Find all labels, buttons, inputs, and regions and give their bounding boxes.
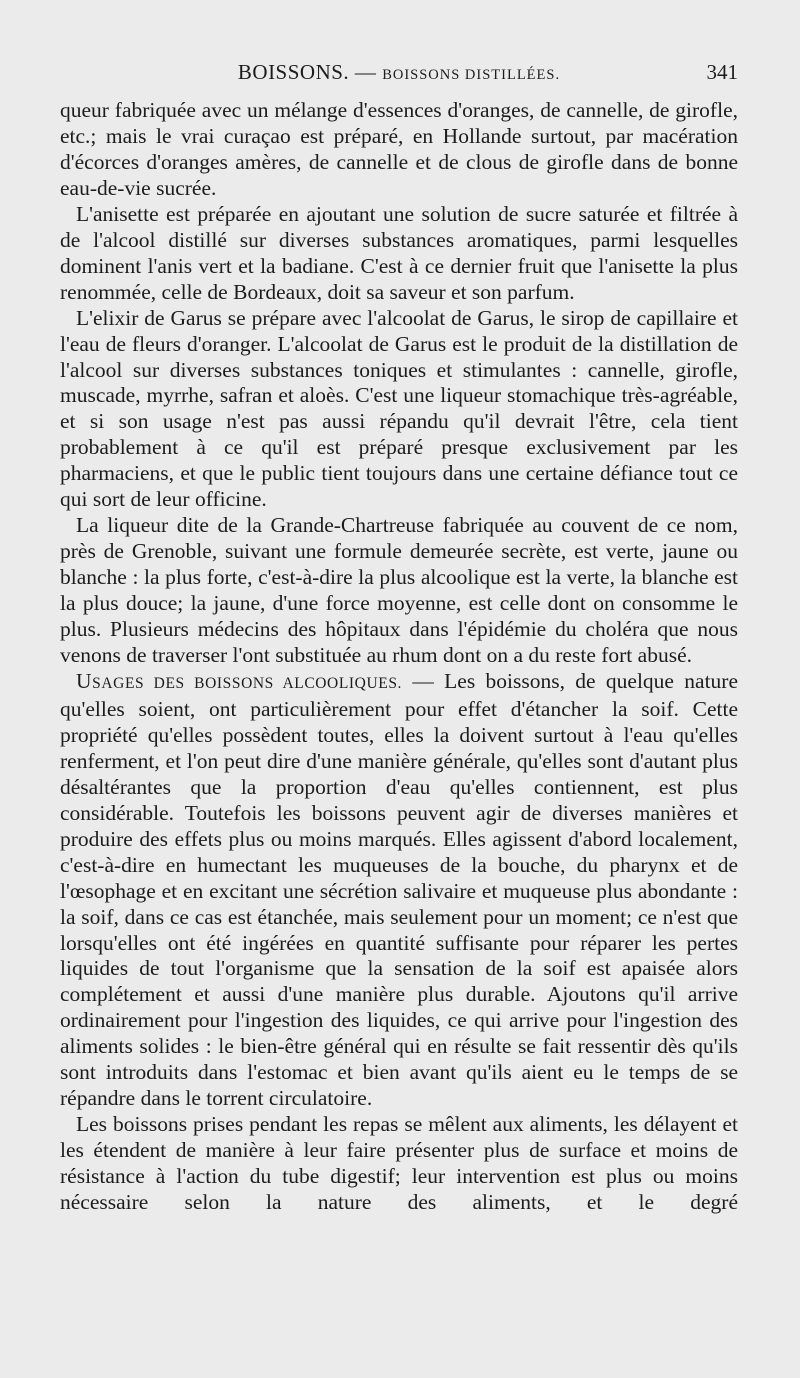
page-number: 341 <box>706 60 738 84</box>
paragraph-garus: L'elixir de Garus se prépare avec l'alcoolat de Garus, le sirop de capillaire et l'eau de fleurs d'oranger. L'alcoolat de Garus est le produit de la distillation de l'alcool sur diverses substances toniques et stimulantes : cannelle, girofle, muscade, myrrhe, safran et aloès. C'est une liqueur stomachique très-agréable, et si son usage n'est pas aussi répandu qu'il devrait l'être, cela tient probablement à ce qu'il est préparé presque exclusivement par les pharmaciens, et que le public tient toujours dans une certaine défiance tout ce qui sort de leur officine. <box>60 305 738 512</box>
paragraph-usages-text: — Les boissons, de quelque nature qu'elles soient, ont particulièrement pour effet d'étancher la soif. Cette propriété qu'elles possèdent toutes, elles la doivent surtout à l'eau qu'elles renferment, et l'on peut dire d'une manière générale, qu'elles sont d'autant plus désaltérantes que la proportion d'eau qu'elles contiennent, est plus considérable. Toutefois les boissons peuvent agir de diverses manières et produire des effets plus ou moins marqués. Elles agissent d'abord localement, c'est-à-dire en humectant les muqueuses de la bouche, du pharynx et de l'œsophage et en excitant une sécrétion salivaire et muqueuse plus abondante : la soif, dans ce cas est étanchée, mais seulement pour un moment; ce n'est que lorsqu'elles ont été ingérées en quantité suffisante pour réparer les pertes liquides de tout l'organisme que la sensation de la soif est apaisée alors complétement et aussi d'une manière plus durable. Ajoutons qu'il arrive ordinairement pour l'ingestion des liquides, ce qui arrive pour l'ingestion des aliments solides : le bien-être général qui en résulte se fait ressentir dès qu'ils sont introduits dans l'estomac et bien avant qu'ils aient eu le temps de se répandre dans le torrent circulatoire. <box>60 668 739 1111</box>
running-header <box>60 60 738 90</box>
page-body <box>60 98 738 1216</box>
paragraph-usages <box>60 669 738 1112</box>
paragraph-repas: Les boissons prises pendant les repas se mêlent aux aliments, les délayent et les étendent de manière à leur faire présenter plus de surface et moins de résistance à l'action du tube digestif; leur intervention est plus ou moins nécessaire selon la nature des aliments, et le degré <box>60 1112 738 1215</box>
paragraph-curacao: queur fabriquée avec un mélange d'essences d'oranges, de cannelle, de girofle, etc.; mais le vrai curaçao est préparé, en Hollande surtout, par macération d'écorces d'oranges amères, de cannelle et de clous de girofle dans de bonne eau-de-vie sucrée. <box>60 98 738 200</box>
paragraph-anisette: L'anisette est préparée en ajoutant une solution de sucre saturée et filtrée à de l'alcool distillé sur diverses substances aromatiques, parmi lesquelles dominent l'anis vert et la badiane. C'est à ce dernier fruit que l'anisette la plus renommée, celle de Bordeaux, doit sa saveur et son parfum. <box>60 201 738 304</box>
section-heading: USAGES DES BOISSONS ALCOOLIQUES. <box>76 668 403 693</box>
running-title-sub: BOISSONS DISTILLÉES. <box>382 67 561 83</box>
paragraph-chartreuse: La liqueur dite de la Grande-Chartreuse fabriquée au couvent de ce nom, près de Grenoble, suivant une formule demeurée secrète, est verte, jaune ou blanche : la plus forte, c'est-à-dire la plus alcoolique est la verte, la blanche est la plus douce; la jaune, d'une force moyenne, est celle dont on consomme le plus. Plusieurs médecins des hôpitaux dans l'épidémie du choléra que nous venons de traverser l'ont substituée au rhum dont on a du reste fort abusé. <box>60 513 738 668</box>
running-title-main: BOISSONS. — <box>237 60 383 84</box>
running-title <box>60 60 738 85</box>
